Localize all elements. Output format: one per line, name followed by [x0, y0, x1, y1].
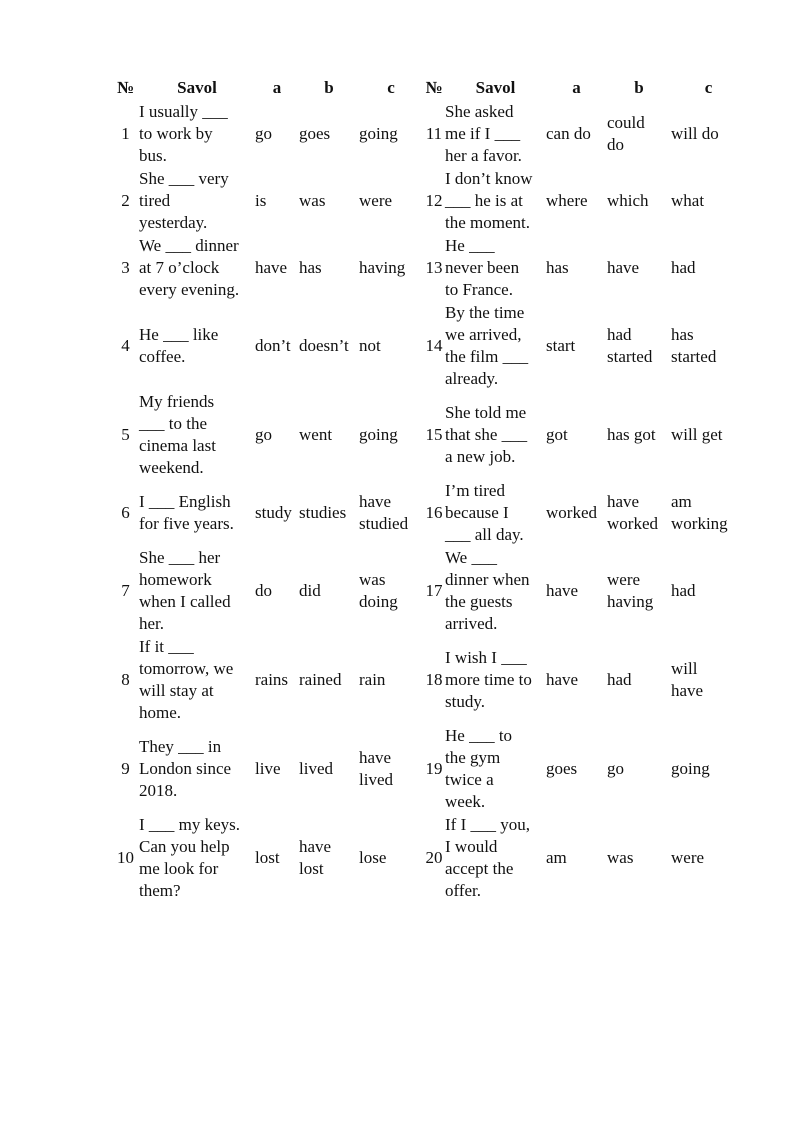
- option-a: [255, 301, 299, 390]
- question-number-text: 17: [425, 580, 443, 600]
- option-b-text: could do: [607, 112, 645, 154]
- option-c-text: was doing: [359, 569, 398, 611]
- option-a-text: rains: [255, 669, 289, 689]
- option-a-text: have: [255, 257, 288, 277]
- question-number: [112, 479, 139, 546]
- question-text: [445, 301, 546, 390]
- question-text: [139, 813, 255, 902]
- header-number: №: [116, 78, 135, 97]
- option-a-text: go: [255, 123, 272, 143]
- question-text: [139, 635, 255, 724]
- option-c-text: going: [359, 424, 398, 444]
- option-a-text: go: [255, 424, 272, 444]
- option-a: [546, 546, 607, 635]
- question-text-text: They ___ in London since 2018.: [139, 736, 232, 800]
- question-number-text: 2: [121, 190, 130, 210]
- option-a-text: is: [255, 190, 267, 210]
- option-a-text: have: [546, 580, 579, 600]
- option-b: [607, 724, 671, 813]
- option-c: [359, 234, 423, 301]
- question-number-text: 13: [425, 257, 443, 277]
- question-text-text: If it ___ tomorrow, we will stay at home.: [139, 636, 234, 722]
- question-text-text: I ___ my keys. Can you help me look for them?: [139, 814, 241, 900]
- question-number: [423, 813, 445, 902]
- question-number-text: 5: [121, 424, 130, 444]
- question-text: [445, 167, 546, 234]
- option-b-text: which: [607, 190, 649, 210]
- option-a: [546, 479, 607, 546]
- option-b: [607, 635, 671, 724]
- option-b-text: went: [299, 424, 333, 444]
- option-c-text: having: [359, 257, 406, 277]
- question-text-text: He ___ to the gym twice a week.: [445, 725, 513, 811]
- table-row: [112, 234, 746, 301]
- option-c-text: had: [671, 257, 696, 277]
- option-b-text: have: [607, 257, 640, 277]
- option-a-text: lost: [255, 847, 280, 867]
- option-b: [299, 635, 359, 724]
- option-a: [255, 167, 299, 234]
- option-c-text: were: [359, 190, 393, 210]
- question-number: [423, 100, 445, 167]
- option-c-text: will have: [671, 658, 704, 700]
- question-number: [112, 390, 139, 479]
- header-option-a-2: a: [572, 78, 581, 97]
- question-number: [112, 234, 139, 301]
- option-c: [359, 390, 423, 479]
- option-b-text: did: [299, 580, 321, 600]
- option-c: [359, 301, 423, 390]
- option-a-text: goes: [546, 758, 578, 778]
- option-a: [546, 813, 607, 902]
- question-text-text: She told me that she ___ a new job.: [445, 402, 528, 466]
- question-text: [445, 724, 546, 813]
- option-a: [255, 390, 299, 479]
- option-c-text: will get: [671, 424, 723, 444]
- question-number-text: 15: [425, 424, 443, 444]
- option-c-text: had: [671, 580, 696, 600]
- option-a-text: got: [546, 424, 568, 444]
- option-c-text: going: [671, 758, 710, 778]
- option-a-text: live: [255, 758, 281, 778]
- question-text-text: My friends ___ to the cinema last weekend.: [139, 391, 216, 477]
- question-number: [112, 546, 139, 635]
- option-b: [299, 546, 359, 635]
- option-b: [607, 479, 671, 546]
- header-question: Savol: [177, 78, 217, 97]
- option-a: [546, 390, 607, 479]
- question-number: [423, 479, 445, 546]
- option-b-text: doesn’t: [299, 335, 349, 355]
- question-text: [139, 234, 255, 301]
- option-b-text: had started: [607, 324, 653, 366]
- question-number-text: 11: [425, 123, 443, 143]
- table-header-row: [112, 76, 746, 100]
- question-text: [139, 301, 255, 390]
- question-text: [445, 479, 546, 546]
- option-b: [607, 100, 671, 167]
- option-a: [255, 100, 299, 167]
- question-text-text: We ___ dinner when the guests arrived.: [445, 547, 530, 633]
- option-b: [299, 724, 359, 813]
- option-a: [255, 635, 299, 724]
- option-c-text: will do: [671, 123, 719, 143]
- header-number-2: №: [425, 78, 443, 97]
- question-text: [445, 635, 546, 724]
- option-a-text: don’t: [255, 335, 291, 355]
- question-number: [112, 301, 139, 390]
- question-number: [112, 167, 139, 234]
- question-number: [423, 635, 445, 724]
- option-c-text: were: [671, 847, 705, 867]
- option-c: [359, 479, 423, 546]
- option-c: [359, 813, 423, 902]
- table-row: [112, 813, 746, 902]
- option-b-text: go: [607, 758, 624, 778]
- question-text: [445, 390, 546, 479]
- option-b: [299, 301, 359, 390]
- question-text: [139, 390, 255, 479]
- question-number-text: 18: [425, 669, 443, 689]
- header-option-b: b: [324, 78, 334, 97]
- option-c: [359, 724, 423, 813]
- option-c: [671, 724, 746, 813]
- option-b: [299, 100, 359, 167]
- option-b: [299, 390, 359, 479]
- header-option-b-2: b: [634, 78, 644, 97]
- option-a: [546, 167, 607, 234]
- option-b: [607, 301, 671, 390]
- question-number: [112, 724, 139, 813]
- option-b: [607, 546, 671, 635]
- option-a: [255, 479, 299, 546]
- option-a-text: have: [546, 669, 579, 689]
- option-c-text: what: [671, 190, 705, 210]
- question-text: [445, 546, 546, 635]
- option-b-text: was: [607, 847, 634, 867]
- option-c-text: am working: [671, 491, 728, 533]
- option-a: [255, 546, 299, 635]
- table-row: [112, 635, 746, 724]
- option-b-text: has: [299, 257, 322, 277]
- option-b-text: had: [607, 669, 632, 689]
- option-b: [299, 167, 359, 234]
- option-c: [671, 635, 746, 724]
- option-b: [299, 234, 359, 301]
- option-b-text: were having: [607, 569, 654, 611]
- quiz-body: [112, 100, 746, 902]
- question-text-text: We ___ dinner at 7 o’clock every evening.: [139, 235, 240, 299]
- question-text: [445, 813, 546, 902]
- table-row: [112, 167, 746, 234]
- option-c-text: lose: [359, 847, 387, 867]
- question-text-text: He ___ never been to France.: [445, 235, 520, 299]
- option-c: [671, 546, 746, 635]
- option-a: [546, 301, 607, 390]
- table-row: [112, 390, 746, 479]
- question-number-text: 1: [121, 123, 130, 143]
- question-text-text: I don’t know ___ he is at the moment.: [445, 168, 533, 232]
- question-text-text: By the time we arrived, the film ___ already.: [445, 302, 529, 388]
- table-row: [112, 100, 746, 167]
- question-text: [139, 167, 255, 234]
- question-number-text: 19: [425, 758, 443, 778]
- option-b: [299, 813, 359, 902]
- option-b-text: have lost: [299, 836, 332, 878]
- table-row: [112, 546, 746, 635]
- option-b-text: have worked: [607, 491, 658, 533]
- header-option-c-2: c: [704, 78, 713, 97]
- question-text-text: She ___ her homework when I called her.: [139, 547, 231, 633]
- question-number-text: 3: [121, 257, 130, 277]
- question-number: [423, 546, 445, 635]
- option-b: [299, 479, 359, 546]
- option-c: [671, 167, 746, 234]
- question-text-text: I usually ___ to work by bus.: [139, 101, 228, 165]
- option-c-text: have lived: [359, 747, 393, 789]
- question-text: [139, 724, 255, 813]
- option-a-text: worked: [546, 502, 597, 522]
- question-number: [423, 390, 445, 479]
- option-b: [607, 167, 671, 234]
- question-text-text: She asked me if I ___ her a favor.: [445, 101, 522, 165]
- option-c: [359, 167, 423, 234]
- option-c-text: have studied: [359, 491, 409, 533]
- question-number-text: 9: [121, 758, 130, 778]
- option-a-text: where: [546, 190, 588, 210]
- question-text-text: She ___ very tired yesterday.: [139, 168, 229, 232]
- option-c: [671, 479, 746, 546]
- question-text: [139, 100, 255, 167]
- option-b-text: lived: [299, 758, 333, 778]
- option-b: [607, 234, 671, 301]
- question-number: [423, 234, 445, 301]
- header-option-a: a: [272, 78, 282, 97]
- option-b: [607, 813, 671, 902]
- option-c-text: not: [359, 335, 381, 355]
- option-a: [546, 100, 607, 167]
- question-number-text: 8: [121, 669, 130, 689]
- question-text-text: If I ___ you, I would accept the offer.: [445, 814, 530, 900]
- table-row: [112, 479, 746, 546]
- table-row: [112, 301, 746, 390]
- question-text: [445, 234, 546, 301]
- option-a: [255, 724, 299, 813]
- question-number-text: 20: [425, 847, 443, 867]
- option-a-text: am: [546, 847, 567, 867]
- option-a: [255, 813, 299, 902]
- option-b: [607, 390, 671, 479]
- option-c: [359, 100, 423, 167]
- option-a-text: can do: [546, 123, 591, 143]
- question-text-text: He ___ like coffee.: [139, 324, 219, 366]
- option-a: [546, 234, 607, 301]
- question-text-text: I wish I ___ more time to study.: [445, 647, 532, 711]
- option-c-text: has started: [671, 324, 717, 366]
- option-a-text: has: [546, 257, 569, 277]
- option-b-text: goes: [299, 123, 331, 143]
- option-c: [359, 635, 423, 724]
- option-a: [546, 635, 607, 724]
- option-a: [255, 234, 299, 301]
- option-c: [359, 546, 423, 635]
- question-text: [445, 100, 546, 167]
- option-a-text: do: [255, 580, 272, 600]
- header-option-c: c: [387, 78, 395, 97]
- question-number: [423, 301, 445, 390]
- option-b-text: has got: [607, 424, 656, 444]
- question-number-text: 7: [121, 580, 130, 600]
- question-number-text: 14: [425, 335, 443, 355]
- question-number: [112, 813, 139, 902]
- question-number-text: 10: [117, 847, 134, 867]
- option-b-text: rained: [299, 669, 342, 689]
- option-a: [546, 724, 607, 813]
- option-c: [671, 301, 746, 390]
- question-number: [423, 167, 445, 234]
- option-b-text: was: [299, 190, 326, 210]
- option-a-text: start: [546, 335, 576, 355]
- option-c: [671, 234, 746, 301]
- question-text: [139, 546, 255, 635]
- table-row: [112, 724, 746, 813]
- question-text: [139, 479, 255, 546]
- question-number-text: 6: [121, 502, 130, 522]
- question-text-text: I ___ English for five years.: [139, 491, 234, 533]
- option-a-text: study: [255, 502, 292, 522]
- question-number: [112, 100, 139, 167]
- question-number: [423, 724, 445, 813]
- question-text-text: I’m tired because I ___ all day.: [445, 480, 524, 544]
- option-c: [671, 813, 746, 902]
- question-number: [112, 635, 139, 724]
- quiz-table: [112, 76, 746, 902]
- question-number-text: 16: [425, 502, 443, 522]
- question-number-text: 12: [425, 190, 443, 210]
- option-c-text: going: [359, 123, 398, 143]
- question-number-text: 4: [121, 335, 130, 355]
- option-c-text: rain: [359, 669, 386, 689]
- option-b-text: studies: [299, 502, 347, 522]
- header-question-2: Savol: [475, 78, 516, 97]
- option-c: [671, 390, 746, 479]
- option-c: [671, 100, 746, 167]
